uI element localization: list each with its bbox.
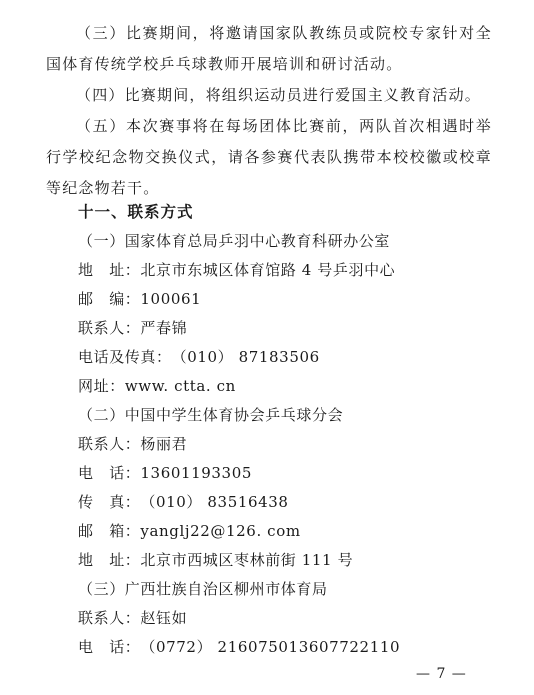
paragraph-patriotic-education: （四）比赛期间，将组织运动员进行爱国主义教育活动。 bbox=[76, 86, 482, 104]
org1-phonefax: （010） 87183506 bbox=[171, 348, 320, 366]
org1-phonefax-label: 电话及传真： bbox=[78, 348, 172, 366]
paragraph-training: （三）比赛期间，将邀请国家队教练员或院校专家针对全国体育传统学校乒乓球教师开展培训和研讨活动。 bbox=[46, 24, 492, 73]
org2-fax-row bbox=[78, 488, 289, 516]
org2-contact-label: 联系人： bbox=[78, 435, 141, 453]
org3-phone: （0772） 216075013607722110 bbox=[140, 638, 401, 656]
org2-phone-row bbox=[78, 459, 252, 487]
org2-contact: 杨丽君 bbox=[140, 435, 188, 453]
org2-address-label: 地 址： bbox=[78, 551, 141, 569]
org3-contact-row bbox=[78, 604, 187, 632]
org1-phonefax-row bbox=[78, 343, 320, 371]
org1-contact: 严春锦 bbox=[140, 319, 188, 337]
org1-website-label: 网址： bbox=[78, 377, 125, 395]
org1-website-row bbox=[78, 372, 236, 400]
org1-address: 北京市东城区体育馆路 4 号乒羽中心 bbox=[140, 261, 396, 279]
section-heading-contact: 十一、联系方式 bbox=[78, 203, 194, 221]
org1-address-label: 地 址： bbox=[78, 261, 141, 279]
org2-phone: 13601193305 bbox=[140, 464, 252, 482]
org2-email-label: 邮 箱： bbox=[78, 522, 141, 540]
org1-postcode: 100061 bbox=[140, 290, 202, 308]
org3-name: （三）广西壮族自治区柳州市体育局 bbox=[78, 580, 328, 598]
org1-postcode-row bbox=[78, 285, 201, 313]
org3-phone-row bbox=[78, 633, 400, 661]
org3-contact: 赵钰如 bbox=[140, 609, 188, 627]
org1-name: （一）国家体育总局乒羽中心教育科研办公室 bbox=[78, 232, 391, 250]
org2-email[interactable]: yanglj22@126. com bbox=[140, 522, 301, 540]
org1-contact-label: 联系人： bbox=[78, 319, 141, 337]
org2-phone-label: 电 话： bbox=[78, 464, 141, 482]
org2-email-row bbox=[78, 517, 301, 545]
paragraph-souvenir-exchange: （五）本次赛事将在每场团体比赛前，两队首次相遇时举行学校纪念物交换仪式，请各参赛代表队携带本校校徽或校章等纪念物若干。 bbox=[46, 117, 492, 197]
org2-fax-label: 传 真： bbox=[78, 493, 141, 511]
org2-address: 北京市西城区枣林前街 111 号 bbox=[140, 551, 354, 569]
org1-contact-row bbox=[78, 314, 187, 342]
page-number: — 7 — bbox=[416, 666, 467, 682]
org2-name: （二）中国中学生体育协会乒乓球分会 bbox=[78, 406, 344, 424]
org1-postcode-label: 邮 编： bbox=[78, 290, 141, 308]
org2-address-row bbox=[78, 546, 353, 574]
org1-address-row bbox=[78, 256, 395, 284]
org2-fax: （010） 83516438 bbox=[140, 493, 289, 511]
org1-website[interactable]: www. ctta. cn bbox=[124, 377, 236, 395]
org3-contact-label: 联系人： bbox=[78, 609, 141, 627]
org3-phone-label: 电 话： bbox=[78, 638, 141, 656]
org2-contact-row bbox=[78, 430, 187, 458]
